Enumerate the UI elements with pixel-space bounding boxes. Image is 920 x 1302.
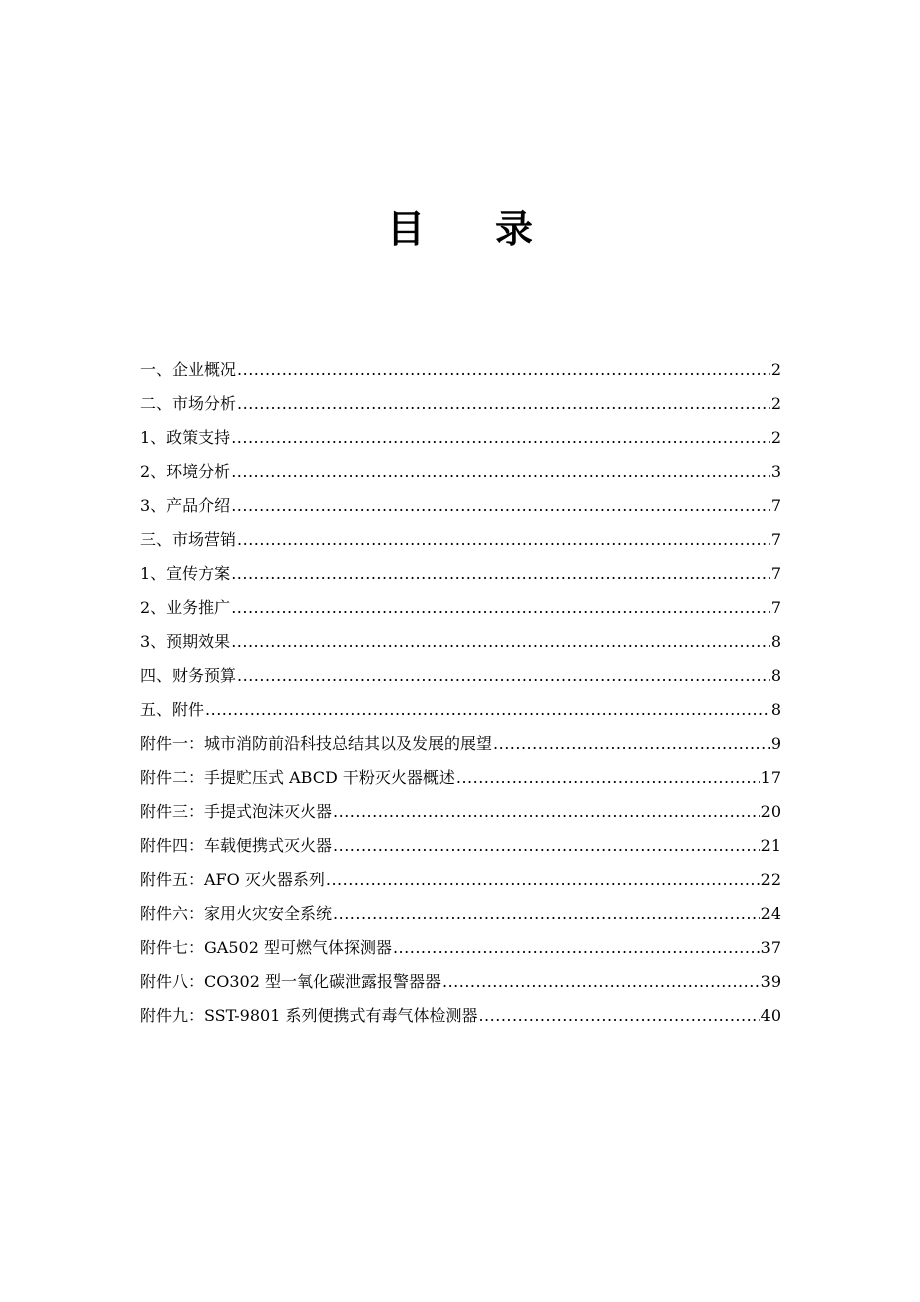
toc-entry[interactable] (140, 591, 781, 625)
toc-entry-page: 9 (770, 734, 781, 753)
toc-heading (0, 202, 920, 256)
toc-entry[interactable] (140, 965, 781, 999)
toc-entry-label: 一、企业概况 (140, 360, 237, 379)
toc-entry-label: 附件六：家用火灾安全系统 (140, 904, 333, 923)
toc-entry-label: 1、宣传方案 (140, 564, 231, 583)
toc-entry[interactable] (140, 455, 781, 489)
toc-entry-label: 3、产品介绍 (140, 496, 231, 515)
toc-entry-label: 四、财务预算 (140, 666, 237, 685)
toc-entry[interactable] (140, 761, 781, 795)
toc-entry-label: 附件四：车载便携式灭火器 (140, 836, 333, 855)
toc-entry[interactable] (140, 897, 781, 931)
toc-entry[interactable] (140, 659, 781, 693)
toc-entry[interactable] (140, 931, 781, 965)
toc-entry-leader (231, 455, 770, 489)
toc-entry-label: 附件八：CO302 型一氧化碳泄露报警器器 (140, 972, 441, 991)
toc-entry-leader (333, 795, 760, 829)
toc-entry[interactable] (140, 727, 781, 761)
toc-heading-char-1: 目 (386, 207, 425, 251)
toc-entry-label: 附件三：手提式泡沫灭火器 (140, 802, 333, 821)
toc-entry-leader (456, 761, 760, 795)
toc-entry-label: 附件五：AFO 灭火器系列 (140, 870, 325, 889)
toc-entry-page: 2 (770, 394, 781, 413)
toc-entry-leader (442, 965, 760, 999)
toc-entry-page: 17 (760, 768, 781, 787)
toc-heading-char-2: 录 (495, 207, 534, 251)
toc-entry-page: 21 (760, 836, 781, 855)
toc-entry-label: 附件七：GA502 型可燃气体探测器 (140, 938, 392, 957)
toc-entry-label: 2、业务推广 (140, 598, 231, 617)
toc-entry-label: 1、政策支持 (140, 428, 231, 447)
toc-entry[interactable] (140, 353, 781, 387)
toc-entry[interactable] (140, 693, 781, 727)
toc-entry-leader (231, 489, 770, 523)
toc-entry-page: 22 (760, 870, 781, 889)
toc-entry-leader (231, 625, 770, 659)
toc-entry-leader (478, 999, 759, 1033)
toc-entry-page: 20 (760, 802, 781, 821)
toc-entry-page: 3 (770, 462, 781, 481)
toc-entry-leader (231, 421, 770, 455)
toc-entry-leader (393, 931, 760, 965)
toc-entry-page: 40 (760, 1006, 781, 1025)
toc-list (140, 353, 781, 1033)
toc-entry-page: 2 (770, 360, 781, 379)
toc-entry-leader (326, 863, 760, 897)
toc-entry-page: 7 (770, 598, 781, 617)
toc-entry-page: 39 (760, 972, 781, 991)
toc-entry-leader (237, 387, 770, 421)
toc-entry-page: 8 (770, 632, 781, 651)
toc-entry-leader (333, 897, 760, 931)
toc-entry-label: 五、附件 (140, 700, 205, 719)
toc-entry-label: 3、预期效果 (140, 632, 231, 651)
toc-entry-leader (237, 659, 770, 693)
toc-entry-leader (333, 829, 760, 863)
toc-entry[interactable] (140, 829, 781, 863)
toc-entry-page: 7 (770, 496, 781, 515)
toc-entry-page: 37 (760, 938, 781, 957)
toc-entry-page: 7 (770, 564, 781, 583)
toc-entry-page: 2 (770, 428, 781, 447)
toc-entry-label: 附件九：SST-9801 系列便携式有毒气体检测器 (140, 1006, 478, 1025)
toc-entry[interactable] (140, 489, 781, 523)
toc-entry[interactable] (140, 863, 781, 897)
toc-entry-leader (205, 693, 770, 727)
toc-entry-label: 2、环境分析 (140, 462, 231, 481)
toc-entry[interactable] (140, 999, 781, 1033)
toc-entry-label: 附件一：城市消防前沿科技总结其以及发展的展望 (140, 734, 493, 753)
toc-entry-leader (231, 591, 770, 625)
toc-entry-label: 附件二：手提贮压式 ABCD 干粉灭火器概述 (140, 768, 455, 787)
toc-entry[interactable] (140, 557, 781, 591)
toc-entry-page: 7 (770, 530, 781, 549)
toc-entry-leader (237, 353, 770, 387)
toc-entry-leader (231, 557, 770, 591)
toc-entry-page: 8 (770, 666, 781, 685)
toc-entry-leader (237, 523, 770, 557)
toc-entry-label: 三、市场营销 (140, 530, 237, 549)
toc-entry[interactable] (140, 795, 781, 829)
toc-entry-label: 二、市场分析 (140, 394, 237, 413)
toc-entry-leader (493, 727, 770, 761)
toc-entry[interactable] (140, 523, 781, 557)
toc-entry[interactable] (140, 625, 781, 659)
toc-entry[interactable] (140, 421, 781, 455)
toc-entry-page: 8 (770, 700, 781, 719)
toc-entry[interactable] (140, 387, 781, 421)
toc-entry-page: 24 (760, 904, 781, 923)
